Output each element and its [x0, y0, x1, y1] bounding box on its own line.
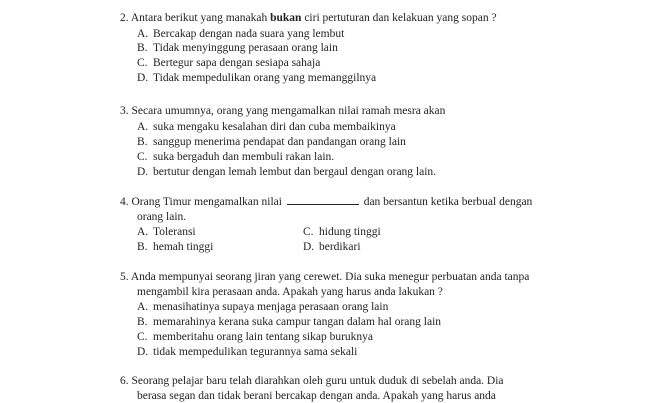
option-text: memberitahu orang lain tentang sikap buruknya: [153, 331, 374, 343]
option: [137, 315, 441, 329]
option-text: Bercakap dengan nada suara yang lembut: [153, 28, 345, 40]
option-text: sanggup menerima pendapat dan pandangan orang lain: [153, 136, 406, 148]
question-number: 4.: [120, 196, 129, 208]
option: [137, 165, 436, 179]
option-letter: D.: [303, 241, 315, 253]
option-letter: C.: [137, 57, 148, 69]
question-text: Antara berikut yang manakah: [130, 12, 268, 24]
option-text: suka mengaku kesalahan diri dan cuba membaikinya: [153, 121, 396, 133]
option-text: tidak mempedulikan tegurannya sama sekali: [153, 346, 358, 358]
option: [303, 225, 381, 239]
question-5-continuation: mengambil kira perasaan anda. Apakah yang harus anda lakukan ?: [137, 286, 443, 298]
option-text: Toleransi: [153, 226, 196, 238]
option-text: hidung tinggi: [319, 226, 381, 238]
option-letter: A.: [137, 121, 149, 133]
question-text: Anda mempunyai seorang jiran yang cerewet. Dia suka menegur perbuatan anda tanpa: [130, 271, 530, 283]
option-text: suka bergaduh dan membuli rakan lain.: [153, 151, 335, 163]
option-text: Tidak menyinggung perasaan orang lain: [153, 42, 338, 54]
option-text: hemah tinggi: [153, 241, 214, 253]
option-text: Bertegur sapa dengan sesiapa sahaja: [153, 57, 321, 69]
question-number: 5.: [120, 271, 129, 283]
question-emphasis: bukan: [270, 12, 302, 24]
question-5: [120, 270, 529, 284]
option: [137, 300, 388, 314]
question-6: [120, 374, 504, 388]
option: [137, 27, 344, 41]
question-text: Seorang pelajar baru telah diarahkan oleh guru untuk duduk di sebelah anda. Dia: [131, 375, 504, 387]
option: [303, 240, 361, 254]
option: [137, 225, 196, 239]
question-3: [120, 104, 445, 118]
option: [137, 330, 373, 344]
option: [137, 41, 338, 55]
option: [137, 345, 357, 359]
option: [137, 120, 396, 134]
question-4: [120, 195, 532, 209]
option-text: Tidak mempedulikan orang yang memanggilnya: [153, 72, 377, 84]
option: [137, 56, 320, 70]
question-4-continuation: orang lain.: [137, 211, 187, 223]
question-number: 2.: [120, 12, 129, 24]
option: [137, 135, 406, 149]
option: [137, 150, 334, 164]
option-letter: D.: [137, 166, 149, 178]
option-letter: B.: [137, 316, 148, 328]
option-letter: B.: [137, 241, 148, 253]
option-text: bertutur dengan lemah lembut dan bergaul dengan orang lain.: [153, 166, 437, 178]
option: [137, 71, 376, 85]
option-text: menasihatinya supaya menjaga perasaan orang lain: [153, 301, 389, 313]
option-letter: B.: [137, 136, 148, 148]
option-letter: C.: [137, 331, 148, 343]
question-text: Secara umumnya, orang yang mengamalkan nilai ramah mesra akan: [131, 105, 446, 117]
option-letter: A.: [137, 226, 149, 238]
question-number: 6.: [120, 375, 129, 387]
option: [137, 240, 213, 254]
question-6-continuation: berasa segan dan tidak berani bercakap dengan anda. Apakah yang harus anda: [137, 390, 496, 402]
question-number: 3.: [120, 105, 129, 117]
option-letter: B.: [137, 42, 148, 54]
option-letter: C.: [137, 151, 148, 163]
option-text: berdikari: [319, 241, 361, 253]
answer-blank: [287, 195, 359, 205]
question-text: dan bersantun ketika berbual dengan: [363, 196, 533, 208]
question-text: ciri pertuturan dan kelakuan yang sopan ?: [304, 12, 497, 24]
option-letter: D.: [137, 72, 149, 84]
option-letter: D.: [137, 346, 149, 358]
option-letter: C.: [303, 226, 314, 238]
option-text: memarahinya kerana suka campur tangan dalam hal orang lain: [153, 316, 442, 328]
option-letter: A.: [137, 28, 149, 40]
question-2: [120, 11, 497, 25]
question-text: Orang Timur mengamalkan nilai: [131, 196, 282, 208]
option-letter: A.: [137, 301, 149, 313]
